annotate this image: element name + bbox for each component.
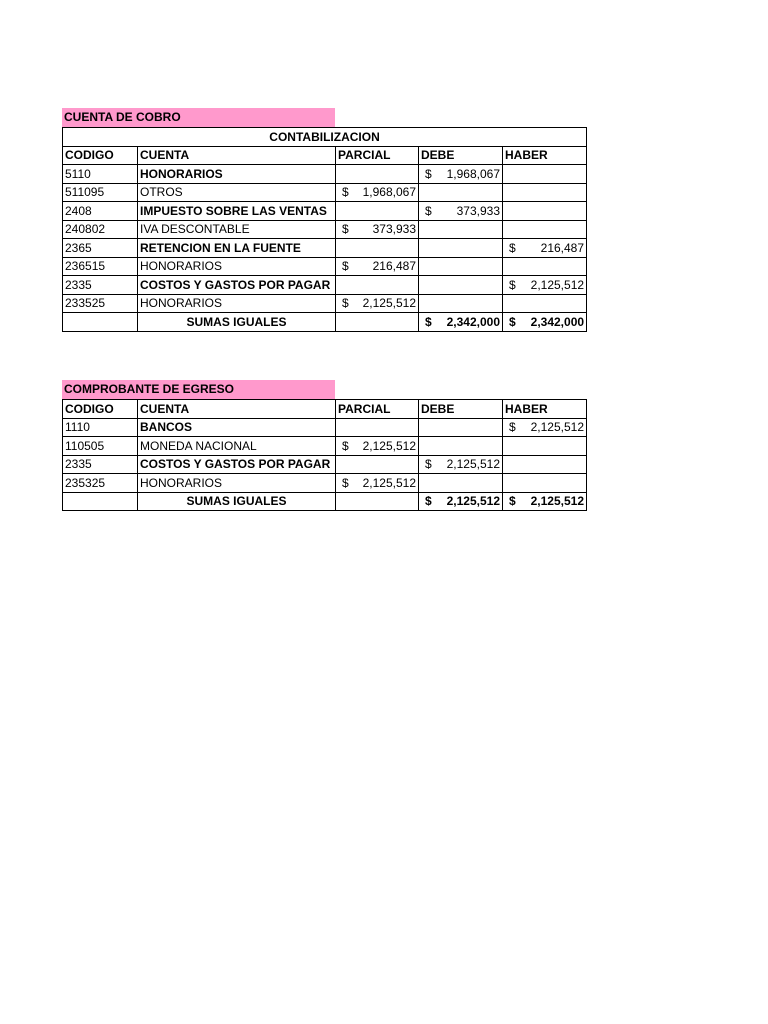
codigo-cell (63, 313, 138, 332)
total-haber-cell (503, 313, 587, 332)
haber-cell (503, 455, 587, 474)
section-title: COMPROBANTE DE EGRESO (62, 380, 335, 399)
cuenta-cell: IMPUESTO SOBRE LAS VENTAS (138, 202, 336, 221)
haber-cell (503, 294, 587, 313)
amount: 2,125,512 (530, 494, 584, 509)
currency-symbol: $ (509, 494, 516, 509)
debe-cell (419, 165, 503, 184)
haber-cell (503, 437, 587, 456)
debe-cell (419, 418, 503, 437)
debe-cell (419, 257, 503, 276)
cuenta-cell: MONEDA NACIONAL (138, 437, 336, 456)
currency-symbol: $ (425, 494, 432, 509)
parcial-cell (336, 220, 419, 239)
cuenta-de-cobro-section (62, 108, 587, 332)
haber-cell (503, 183, 587, 202)
total-haber-cell (503, 492, 587, 511)
currency-symbol: $ (509, 420, 516, 435)
cuenta-cell: RETENCION EN LA FUENTE (138, 239, 336, 258)
haber-cell (503, 220, 587, 239)
currency-symbol: $ (342, 475, 349, 490)
header-debe: DEBE (419, 146, 503, 165)
cuenta-cell: COSTOS Y GASTOS POR PAGAR (138, 276, 336, 295)
currency-symbol: $ (425, 203, 432, 218)
cuenta-cell: OTROS (138, 183, 336, 202)
codigo-cell: 233525 (63, 294, 138, 313)
totals-row (63, 492, 587, 511)
debe-cell (419, 276, 503, 295)
amount: 2,125,512 (446, 494, 500, 509)
parcial-cell (336, 455, 419, 474)
section-title: CUENTA DE COBRO (62, 108, 335, 127)
debe-cell (419, 455, 503, 474)
haber-cell (503, 474, 587, 493)
currency-symbol: $ (342, 259, 349, 274)
cuenta-cell: HONORARIOS (138, 294, 336, 313)
currency-symbol: $ (425, 314, 432, 329)
haber-cell (503, 257, 587, 276)
amount: 216,487 (540, 240, 585, 255)
currency-symbol: $ (342, 185, 349, 200)
codigo-cell: 236515 (63, 257, 138, 276)
header-haber: HABER (503, 400, 587, 419)
debe-cell (419, 220, 503, 239)
parcial-cell (336, 294, 419, 313)
debe-cell (419, 437, 503, 456)
table-row (63, 294, 587, 313)
egreso-table (62, 399, 587, 511)
table-row (63, 474, 587, 493)
cuenta-cell: HONORARIOS (138, 257, 336, 276)
header-codigo: CODIGO (63, 400, 138, 419)
header-row (63, 400, 587, 419)
banner-row (63, 128, 587, 147)
table-row (63, 165, 587, 184)
table-row (63, 276, 587, 295)
currency-symbol: $ (509, 240, 516, 255)
table-row (63, 220, 587, 239)
header-parcial: PARCIAL (336, 400, 419, 419)
codigo-cell: 1110 (63, 418, 138, 437)
codigo-cell (63, 492, 138, 511)
debe-cell (419, 294, 503, 313)
amount: 2,125,512 (530, 420, 584, 435)
header-haber: HABER (503, 146, 587, 165)
parcial-cell (336, 183, 419, 202)
debe-cell (419, 183, 503, 202)
header-cuenta: CUENTA (138, 146, 336, 165)
table-row (63, 183, 587, 202)
amount: 2,125,512 (530, 277, 585, 292)
haber-cell (503, 276, 587, 295)
comprobante-de-egreso-section (62, 380, 587, 511)
amount: 216,487 (372, 259, 416, 274)
amount: 2,342,000 (446, 314, 500, 329)
table-row (63, 202, 587, 221)
amount: 2,125,512 (362, 438, 416, 453)
cuenta-cell: BANCOS (138, 418, 336, 437)
debe-cell (419, 239, 503, 258)
header-parcial: PARCIAL (336, 146, 419, 165)
table-row (63, 437, 587, 456)
total-debe-cell (419, 492, 503, 511)
parcial-cell (336, 418, 419, 437)
amount: 2,125,512 (362, 296, 416, 311)
table-row (63, 418, 587, 437)
header-debe: DEBE (419, 400, 503, 419)
table-row (63, 455, 587, 474)
haber-cell (503, 202, 587, 221)
codigo-cell: 235325 (63, 474, 138, 493)
parcial-cell (336, 276, 419, 295)
codigo-cell: 511095 (63, 183, 138, 202)
amount: 373,933 (372, 222, 416, 237)
codigo-cell: 2335 (63, 276, 138, 295)
codigo-cell: 2408 (63, 202, 138, 221)
contabilizacion-banner: CONTABILIZACION (63, 128, 587, 147)
cuenta-cell: HONORARIOS (138, 165, 336, 184)
sumas-iguales-label: SUMAS IGUALES (138, 313, 336, 332)
codigo-cell: 2335 (63, 455, 138, 474)
amount: 2,342,000 (530, 314, 585, 329)
currency-symbol: $ (509, 314, 516, 329)
header-codigo: CODIGO (63, 146, 138, 165)
codigo-cell: 5110 (63, 165, 138, 184)
table-row (63, 257, 587, 276)
currency-symbol: $ (342, 296, 349, 311)
cuenta-cell: COSTOS Y GASTOS POR PAGAR (138, 455, 336, 474)
codigo-cell: 2365 (63, 239, 138, 258)
parcial-cell (336, 437, 419, 456)
cuenta-cell: HONORARIOS (138, 474, 336, 493)
parcial-cell (336, 239, 419, 258)
haber-cell (503, 418, 587, 437)
codigo-cell: 240802 (63, 220, 138, 239)
parcial-cell (336, 257, 419, 276)
currency-symbol: $ (342, 222, 349, 237)
currency-symbol: $ (342, 438, 349, 453)
amount: 2,125,512 (446, 457, 500, 472)
parcial-cell (336, 492, 419, 511)
parcial-cell (336, 474, 419, 493)
currency-symbol: $ (425, 166, 432, 181)
haber-cell (503, 165, 587, 184)
table-row (63, 239, 587, 258)
parcial-cell (336, 313, 419, 332)
debe-cell (419, 202, 503, 221)
debe-cell (419, 474, 503, 493)
amount: 1,968,067 (362, 185, 416, 200)
amount: 2,125,512 (362, 475, 416, 490)
parcial-cell (336, 202, 419, 221)
codigo-cell: 110505 (63, 437, 138, 456)
contabilizacion-table (62, 127, 587, 332)
amount: 1,968,067 (446, 166, 500, 181)
header-cuenta: CUENTA (138, 400, 336, 419)
currency-symbol: $ (509, 277, 516, 292)
totals-row (63, 313, 587, 332)
total-debe-cell (419, 313, 503, 332)
sumas-iguales-label: SUMAS IGUALES (138, 492, 336, 511)
parcial-cell (336, 165, 419, 184)
cuenta-cell: IVA DESCONTABLE (138, 220, 336, 239)
header-row (63, 146, 587, 165)
haber-cell (503, 239, 587, 258)
currency-symbol: $ (425, 457, 432, 472)
amount: 373,933 (456, 203, 500, 218)
